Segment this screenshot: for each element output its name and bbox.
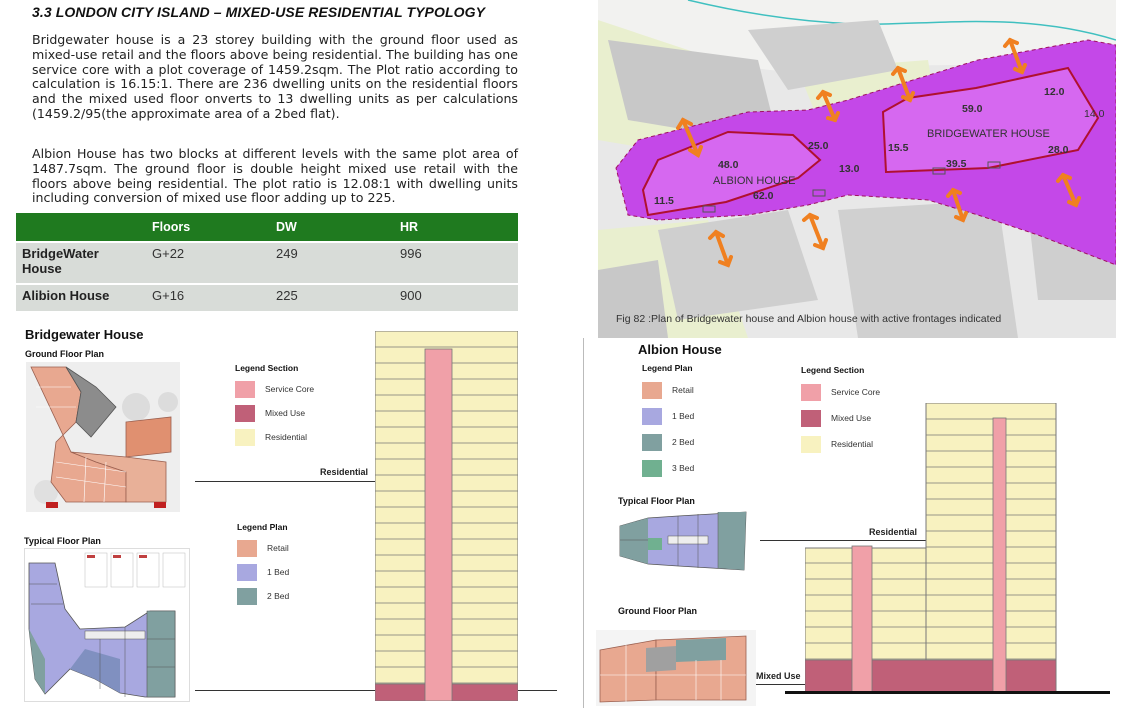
column-divider: [583, 338, 584, 708]
comparison-table: [16, 213, 518, 311]
albion-typical-plan-label: Typical Floor Plan: [618, 496, 695, 506]
bridgewater-ground-floor-plan: [26, 362, 180, 512]
measurement-label: 48.0: [718, 159, 739, 171]
legend-swatch: [237, 540, 257, 557]
albion-description: Albion House has two blocks at different levels with the same plot area of 1487.7sqm. The ground floor is double height mixed use retail with the floors above being residential. The plot ratio is 12.08:1 with dwelling units including conversion of mixed use floor adding up to 225.: [32, 146, 518, 206]
albion-typical-floor-plan: [618, 508, 748, 574]
legend-label: Residential: [831, 439, 874, 449]
bridgewater-elevation-drawing: [375, 331, 518, 701]
measurement-label: 12.0: [1044, 86, 1065, 98]
legend-item: [642, 455, 694, 481]
legend-label: 2 Bed: [672, 437, 695, 447]
legend-label: Mixed Use: [831, 413, 872, 423]
table-cell: G+22: [146, 242, 270, 284]
albion-ground-floor-plan: [596, 630, 756, 706]
table-cell: 249: [270, 242, 394, 284]
measurement-label: 13.0: [839, 163, 860, 175]
legend-item: [642, 429, 694, 455]
legend-item: [642, 403, 694, 429]
bridgewater-map-label: BRIDGEWATER HOUSE: [927, 128, 1050, 140]
legend-label: 2 Bed: [267, 591, 290, 601]
legend-swatch: [237, 564, 257, 581]
site-plan-map: [598, 0, 1116, 338]
legend-label: Service Core: [265, 384, 315, 394]
legend-swatch: [642, 382, 662, 399]
legend-swatch: [235, 405, 255, 422]
legend-swatch: [235, 381, 255, 398]
albion-mixed-use-label: Mixed Use: [756, 671, 801, 681]
table-header-row: [16, 213, 518, 242]
table-row: [16, 242, 518, 284]
legend-label: 1 Bed: [672, 411, 695, 421]
albion-section-title: Albion House: [638, 342, 722, 357]
bridgewater-description: Bridgewater house is a 23 storey building with the ground floor used as mixed-use retail and the floors above being residential. The building has one service core with a plot coverage of 1459.2sqm. The Plot ratio according to calculation is 16.15:1. There are 236 dwelling units on the residential floors and the mixed used floor onverts to 13 dwelling units as per calculations (1459.2/95(the approximate area of a 2bed flat).: [32, 32, 518, 121]
legend-label: Service Core: [831, 387, 881, 397]
table-header-cell: HR: [394, 213, 518, 242]
legend-label: Retail: [672, 385, 694, 395]
bridgewater-typical-plan-label: Typical Floor Plan: [24, 536, 101, 546]
legend-item: [235, 401, 314, 425]
legend-section-title: Legend Section: [801, 365, 865, 375]
albion-ground-line: [785, 691, 1110, 694]
legend-label: Residential: [265, 432, 308, 442]
legend-swatch: [235, 429, 255, 446]
table-cell: BridgeWater House: [16, 242, 146, 284]
albion-legend-plan: [642, 363, 694, 481]
legend-swatch: [801, 384, 821, 401]
legend-swatch: [642, 434, 662, 451]
bridgewater-typical-floor-plan: [24, 548, 190, 702]
bridgewater-section-title: Bridgewater House: [25, 327, 144, 342]
typical-floor-plan-drawing: [25, 549, 189, 701]
legend-label: 1 Bed: [267, 567, 290, 577]
albion-ground-plan-drawing: [596, 630, 756, 706]
table-cell: 900: [394, 284, 518, 311]
measurement-label: 39.5: [946, 158, 967, 170]
table-row: [16, 284, 518, 311]
albion-residential-label: Residential: [869, 527, 918, 537]
table-header-cell: DW: [270, 213, 394, 242]
legend-item: [237, 536, 289, 560]
albion-elevation: [805, 403, 1057, 693]
legend-plan-title: Legend Plan: [237, 522, 288, 532]
measurement-label: 59.0: [962, 103, 983, 115]
legend-item: [235, 425, 314, 449]
residential-leader-line: [195, 481, 385, 482]
table-header-cell: Floors: [146, 213, 270, 242]
measurement-label: 14.0: [1084, 108, 1105, 120]
legend-label: Retail: [267, 543, 289, 553]
legend-swatch: [642, 408, 662, 425]
table-cell: 996: [394, 242, 518, 284]
measurement-label: 28.0: [1048, 144, 1069, 156]
bridgewater-elevation: [375, 331, 518, 701]
table-cell: Alibion House: [16, 284, 146, 311]
bridgewater-legend-section: [235, 363, 314, 449]
legend-label: 3 Bed: [672, 463, 695, 473]
table-cell: 225: [270, 284, 394, 311]
legend-item: [642, 377, 694, 403]
page-title: 3.3 LONDON CITY ISLAND – MIXED-USE RESIDENTIAL TYPOLOGY: [32, 4, 486, 20]
legend-item: [801, 379, 880, 405]
legend-label: Mixed Use: [265, 408, 306, 418]
albion-map-label: ALBION HOUSE: [713, 175, 796, 187]
legend-item: [235, 377, 314, 401]
bridgewater-residential-label: Residential: [320, 467, 369, 477]
site-plan-svg: [598, 0, 1116, 338]
legend-plan-title: Legend Plan: [642, 363, 693, 373]
albion-ground-plan-label: Ground Floor Plan: [618, 606, 697, 616]
albion-elevation-drawing: [805, 403, 1057, 693]
figure-caption: Fig 82 :Plan of Bridgewater house and Albion house with active frontages indicated: [616, 313, 1002, 325]
legend-swatch: [237, 588, 257, 605]
measurement-label: 15.5: [888, 142, 909, 154]
table-header-cell: [16, 213, 146, 242]
legend-section-title: Legend Section: [235, 363, 299, 373]
albion-typical-plan-drawing: [618, 508, 748, 574]
ground-floor-plan-drawing: [26, 362, 180, 512]
measurement-label: 62.0: [753, 190, 774, 202]
measurement-label: 11.5: [654, 195, 674, 207]
bridgewater-legend-plan: [237, 522, 289, 608]
measurement-label: 25.0: [808, 140, 829, 152]
legend-item: [237, 584, 289, 608]
legend-swatch: [642, 460, 662, 477]
bridgewater-ground-plan-label: Ground Floor Plan: [25, 349, 104, 359]
table-cell: G+16: [146, 284, 270, 311]
legend-item: [237, 560, 289, 584]
